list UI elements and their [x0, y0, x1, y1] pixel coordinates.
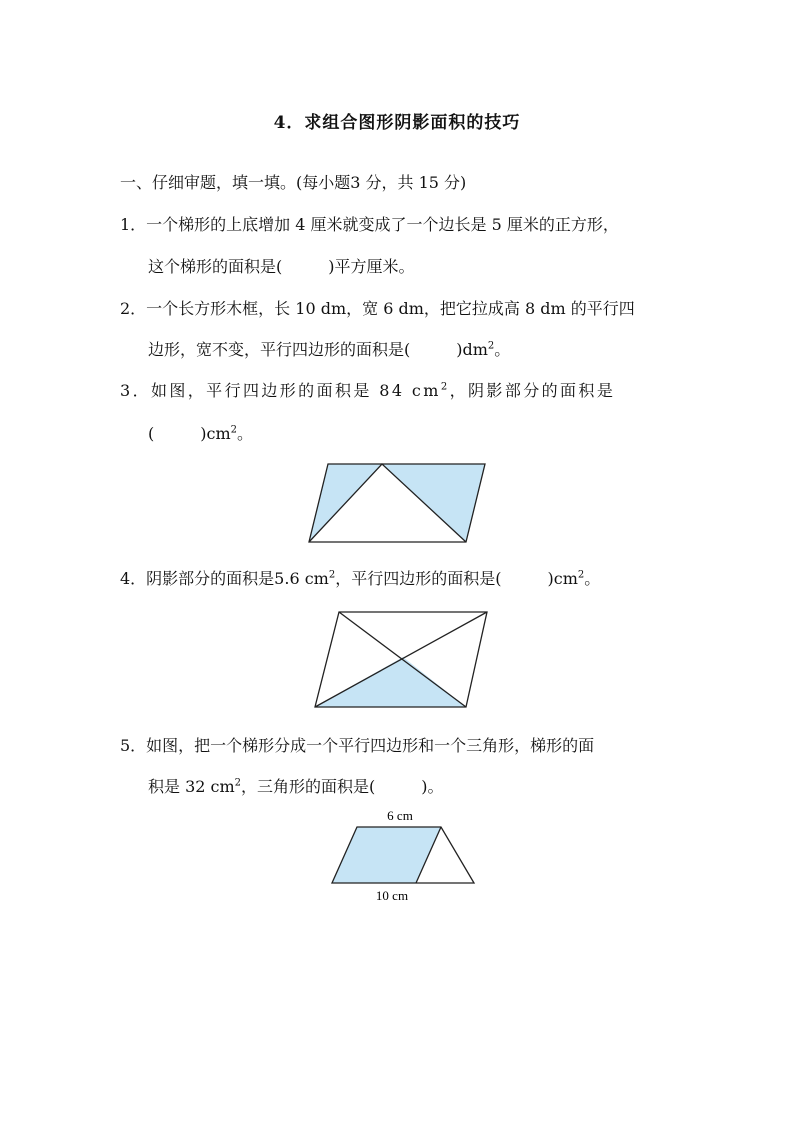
q5-shaded-parallelogram — [332, 827, 441, 883]
q5-line1: 5．如图，把一个梯形分成一个平行四边形和一个三角形，梯形的面 — [120, 736, 595, 755]
page-title: 4．求组合图形阴影面积的技巧 — [273, 113, 521, 133]
q3-parallelogram-figure — [300, 458, 495, 548]
q4-shaded-bottom-triangle — [315, 657, 466, 707]
q3-shaded-right-triangle — [382, 464, 485, 542]
q1-line2: 这个梯形的面积是( )平方厘米。 — [148, 257, 415, 276]
q5-trapezoid-figure — [325, 805, 485, 905]
q5-bottom-label: 10 cm — [375, 888, 409, 903]
q5-line2: 积是 32 $cm^2$，三角形的面积是( )。 — [148, 777, 444, 796]
q3-line2: ( )$cm^2$。 — [148, 424, 254, 443]
q4-line1: 4．阴影部分的面积是5.6 $cm^2$，平行四边形的面积是( )$cm^2$。 — [120, 569, 601, 588]
section-heading: 一、仔细审题，填一填。(每小题3 分，共 15 分) — [120, 173, 467, 192]
q1-line1: 1．一个梯形的上底增加 4 厘米就变成了一个边长是 5 厘米的正方形， — [120, 215, 619, 234]
q4-parallelogram-figure — [305, 605, 500, 715]
q5-top-label: 6 cm — [387, 808, 413, 823]
q3-line1: 3．如图，平行四边形的面积是 84 $cm^2$，阴影部分的面积是 — [120, 381, 616, 400]
q2-line2: 边形，宽不变，平行四边形的面积是( )$dm^2$。 — [148, 340, 511, 359]
q2-line1: 2．一个长方形木框，长 10 dm，宽 6 dm，把它拉成高 8 dm 的平行四 — [120, 299, 635, 318]
